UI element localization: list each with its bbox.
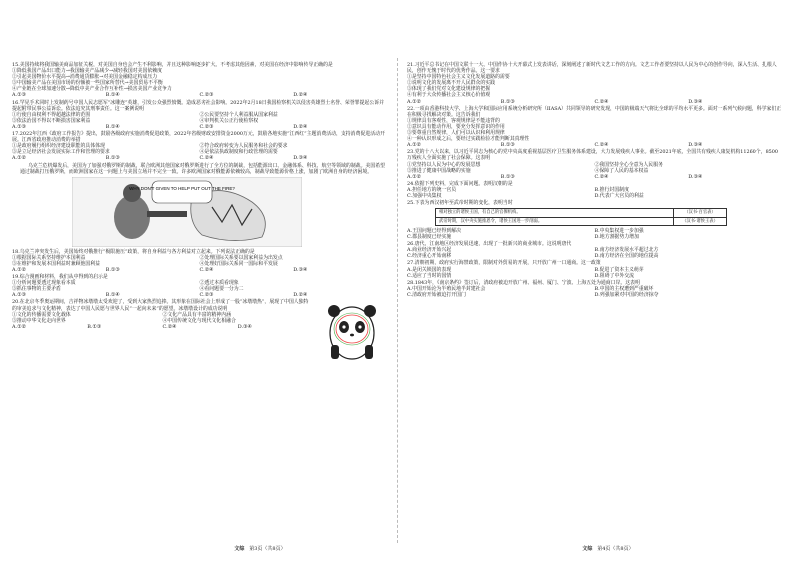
statement-1: ①文化的传播需要文化载体 (12, 311, 71, 318)
option-d[interactable]: D.③④ (293, 155, 308, 162)
option-c[interactable]: C.②④ (594, 142, 609, 149)
answer-options (407, 174, 782, 180)
question-18 (12, 249, 387, 273)
statement-1: ①分析问题要透过现象看本质 (12, 280, 76, 287)
statement-2: ②处理国际关系要以国家利益为出发点 (199, 254, 283, 261)
source-row (436, 218, 726, 225)
statement-2: ②说明文化的发展离不开人民群众的实践 (407, 80, 496, 87)
statements (407, 162, 782, 174)
reading-passage: 乌克兰危机爆发后，美国为了加强对俄罗斯的制裁，联合欧洲其他国家对俄罗斯进行了全方位的制裁，包括能源出口、金融体系、科技、航空等领域的制裁。美国希望通过制裁打压俄罗斯，而欧洲国家在这一问题上与美国立场并不完全一致。许多欧洲国家对俄能源依赖较高，制裁导致能源价格上涨，加剧了欧洲自身的经济困境。 (20, 162, 386, 175)
question-21 (407, 62, 782, 105)
option-d[interactable]: D.③④ (688, 173, 703, 180)
option-d[interactable]: D.②④ (293, 123, 308, 130)
question-stem: 17.2022年江西《政府工作报告》提出，鼓励各级政府实施消费促进政策，2022年省级财政安排资金2000万元，鼓励各地实施“江西红”主题消费活动，支持消费促进活动开展。江西省政府推动消费的举措 (12, 131, 385, 144)
option-a[interactable]: A.中国开始沦为半殖民地半封建社会 (407, 285, 486, 292)
question-15 (12, 62, 387, 99)
answer-options (12, 324, 313, 330)
answer-options (12, 124, 387, 130)
statement-3: ③在维护和发展本国利益时兼顾他国利益 (12, 260, 101, 267)
option-d[interactable]: D.列强加紧对中国的经济掠夺 (594, 291, 659, 298)
answer-options (407, 228, 782, 240)
option-d[interactable]: D.代表广大官员的利益 (594, 192, 644, 199)
statement-3: ③要尊重自然规律，人们可以认识和利用规律 (407, 130, 505, 137)
source-citation: （汉书·诸侯王表） (673, 218, 726, 225)
statement-2: ②公民要坚持个人利益服从国家利益 (199, 111, 278, 118)
statement-2: ②文化产品具有丰富的精神内涵 (162, 311, 231, 318)
source-table (435, 208, 727, 226)
question-16 (12, 100, 387, 130)
footer-subject: 文综 (582, 546, 593, 552)
cartoon-caption: WHY DON'T GIVEN TO HELP PUT OUT THE FIRE? (129, 185, 235, 191)
option-c[interactable]: C.②④ (594, 173, 609, 180)
option-a[interactable]: A.担任地方的统一官员 (407, 186, 457, 193)
page-footer-left (185, 545, 335, 552)
option-a[interactable]: A.①③ (12, 123, 26, 130)
option-c[interactable]: C.经济重心开始南移 (407, 253, 452, 260)
option-b[interactable]: B.南方经济发展水平超过北方 (594, 247, 659, 254)
answer-options (407, 267, 782, 279)
option-d[interactable]: D.南方经济在全国的地位提高 (594, 253, 659, 260)
option-a[interactable]: A.商业经济开始兴起 (407, 247, 452, 254)
statement-2: ②我国坚持全心全意为人民服务 (594, 161, 663, 168)
statement-3: ③体现了我们党对文化建设规律的把握 (407, 86, 491, 93)
left-column (12, 62, 387, 364)
option-c[interactable]: C.郡县制度已经实施 (407, 234, 452, 241)
option-b[interactable]: B.中央集权进一步加强 (594, 227, 644, 234)
source-text: 武帝时期，汉中央实施推恩令，诸侯王国进一步削弱。 (439, 218, 543, 224)
page-footer-right (533, 545, 683, 552)
question-stem: 19.综合漫画和材料，我们从中得到的启示是 (12, 274, 108, 281)
question-stem: 23.党的十八大以来，以习近平同志为核心的党中央高度重视基层医疗卫生服务体系建设，大力发展残疾人事业。截至2021年底，全国共有残疾人康复机构11260个，8500万残疾人全面实施了社会保障。这表明 (407, 149, 779, 162)
statement-4: ④一种认识形成之后，要经过实践检验才能判断其真理性 (407, 136, 530, 143)
option-a[interactable]: A.①③ (12, 292, 26, 299)
question-stem: 21.习近平总书记在中国文联十一大、中国作协十大开幕式上发表讲话，深刻阐述了新时代文艺工作的方向。文艺工作者要坚持以人民为中心的创作导向，深入生活、扎根人民，创作无愧于时代的优秀作品。这一要求 (407, 62, 777, 75)
option-a[interactable]: A.①② (407, 142, 421, 149)
statement-1: ①根据国际关系坚持维护本国利益 (12, 254, 86, 261)
answer-options (407, 286, 782, 298)
answer-options (407, 142, 782, 148)
answer-options (407, 99, 782, 105)
source-row (436, 209, 726, 217)
statement-1: ①行使自由权利不得超越法律的范围 (12, 111, 91, 118)
option-a[interactable]: A.①③ (12, 92, 26, 99)
question-20 (12, 299, 387, 363)
option-d[interactable]: D.③④ (293, 266, 308, 273)
option-b[interactable]: B.①③ (500, 142, 515, 149)
statement-1: ①规律具有客观性，客观规律是不能违背的 (407, 117, 500, 124)
statement-3: ③抓住事物的主要矛盾 (12, 286, 61, 293)
question-25 (407, 200, 782, 240)
statement-1: ①党坚持以人民为中心的发展思想 (407, 161, 481, 168)
option-d[interactable]: D.③④ (688, 98, 703, 105)
question-stem: 22.一项由香港科技大学、上海大学和国际应用系统分析研究所（IIASA）共同领导的研究发现，中国的极端天气将比全球的平均水平更多。面对一系列气候问题，科学家们正在积极寻找解决对策。这告诉我们 (407, 105, 782, 118)
option-c[interactable]: C.②④ (199, 266, 214, 273)
question-stem: 18.乌克兰冲突发生后，美国始终对俄推行“极限施压”政策，将自身利益与各方利益对立起来。下列说法正确的是 (12, 248, 255, 255)
question-stem: 15.美国持续将我国输美商品加征关税，对美国自身也会产生不利影响，并且这种影响逐步扩大。不考虑其他因素，对美国在经济中影响传导正确的是 (12, 62, 333, 68)
bing-dwen-dwen-mascot-image (317, 299, 387, 363)
statement-4: ④中国传统文化与现代文化相融合 (162, 317, 236, 324)
statement-4: ④产业链在全球加速分散→降低中美产业合作互补性→损害美国产业竞争力 (12, 86, 172, 93)
option-a[interactable]: A.①② (12, 266, 26, 273)
statement-3: ③中国输美产品在美国市场的份额被一些国家所替代→美国贸易不平衡 (12, 80, 163, 87)
statement-2: ②意识具有能动作用，要充分发挥意识的作用 (407, 123, 505, 130)
question-28 (407, 280, 782, 298)
option-b[interactable]: B.①④ (105, 292, 120, 299)
option-a[interactable]: A.①② (12, 155, 26, 162)
option-b[interactable]: B.①③ (87, 323, 102, 330)
question-22 (407, 106, 782, 149)
question-stem: 28.1843年，《南京条约》签订后，清政府被迫开放广州、福州、厦门、宁波、上海五处为通商口岸。这表明 (407, 279, 640, 286)
statement-4: ④保障了人民的基本权益 (594, 167, 649, 174)
option-c[interactable]: C.②③ (199, 123, 214, 130)
statement-4: ④审判机关公正行使检察权 (199, 117, 259, 124)
option-b[interactable]: B.①④ (105, 92, 120, 99)
statements (12, 280, 387, 292)
option-d[interactable]: D.③④ (237, 323, 252, 330)
option-d[interactable]: D.阻碍了中外交流 (594, 272, 635, 279)
statements (12, 143, 387, 155)
footer-subject: 文综 (234, 546, 245, 552)
question-23 (407, 149, 782, 179)
statements (12, 112, 387, 124)
option-a[interactable]: A.①② (407, 98, 421, 105)
option-c[interactable]: C.②④ (162, 323, 177, 330)
question-stem: 26.唐代，江南地区经济发展迅速，出现了一批新兴的商业城市。这说明唐代 (407, 241, 572, 248)
answer-options (12, 155, 387, 161)
footer-page-number: 第4页（共8页） (597, 546, 634, 552)
option-b[interactable]: B.①④ (105, 123, 120, 130)
option-b[interactable]: B.①③ (500, 173, 515, 180)
answer-options (407, 187, 782, 199)
option-d[interactable]: D.地方割据势力增加 (594, 234, 639, 241)
answer-options (407, 247, 782, 259)
statement-4: ④是依法执政制度和行政管理的需要 (199, 149, 278, 156)
question-stem: 20.在北京冬季奥运期间，吉祥物冰墩墩太受欢迎了，受到大家热烈追捧。其形象在国际社会上形成了一股“冰墩墩热”，展现了中国人独特的审美追求与文化精神，表达了中国人民愿与世界人民“一起向未来”的愿望。冰墩墩设计的成功说明 (12, 299, 309, 312)
footer-page-number: 第3页（共8页） (249, 546, 286, 552)
statement-1: ①是政府履行组织经济建设职能的具体体现 (12, 143, 105, 150)
option-a[interactable]: A.王国问题已经得到解决 (407, 227, 461, 234)
statements (12, 312, 313, 324)
political-cartoon (72, 177, 302, 247)
statement-3: ③依法治国不得以不断损害国家利益 (12, 117, 91, 124)
option-b[interactable]: B.推行封国制度 (594, 186, 629, 193)
statement-4: ④有利于大众传播社会主义核心价值观 (407, 92, 491, 99)
option-d[interactable]: D.②④ (293, 292, 308, 299)
option-c[interactable]: C.清政府开始被迫打开国门 (407, 291, 466, 298)
statements (12, 255, 387, 267)
statement-4: ④看问题要一分为二 (199, 286, 244, 293)
column-divider (397, 58, 398, 543)
statement-2: ②引起美国物价水平提高→消费通货膨胀→对美国金融稳定构成压力 (12, 74, 158, 81)
statement-2: ②透过本质看现象 (199, 280, 239, 287)
option-c[interactable]: C.加强中央集权 (407, 192, 442, 199)
statement-3: ③推动中华文化走向世界 (12, 317, 66, 324)
cartoon-illustration (72, 177, 302, 247)
question-27 (407, 260, 782, 278)
answer-options (12, 292, 387, 298)
statement-4: ④处理好国际关系同一国际和平发展 (199, 260, 278, 267)
option-b[interactable]: B.中国的主权遭到严重破坏 (594, 285, 654, 292)
question-stem: 16.罕见手术同时上发制药号中国人民志愿军“冰雕连”英雄，引发公众强烈愤慨。造成恶劣社会影响。2022年2月18日我国检察机关以侵害英雄烈士名誉、荣誉罪提起公诉并提起附带民事公益诉讼。依法追究其刑事责任。这一案例说明 (12, 99, 385, 112)
option-c[interactable]: C.②④ (199, 155, 214, 162)
option-a[interactable]: A.是闭关锁国的表现 (407, 266, 452, 273)
answer-options (12, 92, 387, 98)
option-b[interactable]: B.①③ (105, 155, 120, 162)
option-c[interactable]: C.②④ (594, 98, 609, 105)
option-d[interactable]: D.③④ (688, 142, 703, 149)
option-d[interactable]: D.②④ (293, 92, 308, 99)
source-citation: （汉书·百官表） (673, 209, 726, 216)
option-b[interactable]: B.①③ (105, 266, 120, 273)
option-c[interactable]: C.适应了当时的国情 (407, 272, 452, 279)
question-24 (407, 181, 782, 199)
statement-2: ②符合政府转变为人民服务和社会的要求 (199, 143, 288, 150)
option-a[interactable]: A.①② (407, 173, 421, 180)
question-19 (12, 274, 387, 298)
statement-1: ①降低我国产品出口能力→我国输美产品减少→减轻我国对美国依赖度 (12, 68, 163, 75)
question-stem: 24.依据下列史料，完成下面问题。表明汉朝的是 (407, 180, 513, 187)
option-a[interactable]: A.①② (12, 323, 26, 330)
answer-options (12, 267, 387, 273)
right-column (407, 62, 782, 299)
statement-3: ③推进了健康中国战略的实施 (407, 167, 471, 174)
option-c[interactable]: C.②③ (199, 92, 214, 99)
option-c[interactable]: C.②③ (199, 292, 214, 299)
question-stem: 25.下表为西汉初年至武帝时期的变化，表明当时 (407, 200, 513, 207)
question-26 (407, 241, 782, 259)
statement-1: ①是坚持中国特色社会主义文化发展道路的需要 (407, 74, 510, 81)
option-b[interactable]: B.促进了资本主义萌芽 (594, 266, 644, 273)
option-b[interactable]: B.①③ (500, 98, 515, 105)
question-17 (12, 131, 387, 161)
statement-3: ③是立足经济社会发展实际工作和管理的要求 (12, 149, 110, 156)
question-stem: 27.清朝初期，政府实行海禁政策，限制对外贸易的开展，只开放广州一口通商。这一政策 (407, 260, 601, 267)
source-text: 相对独立的诸侯王国，有自己的官僚机构。 (439, 210, 521, 216)
